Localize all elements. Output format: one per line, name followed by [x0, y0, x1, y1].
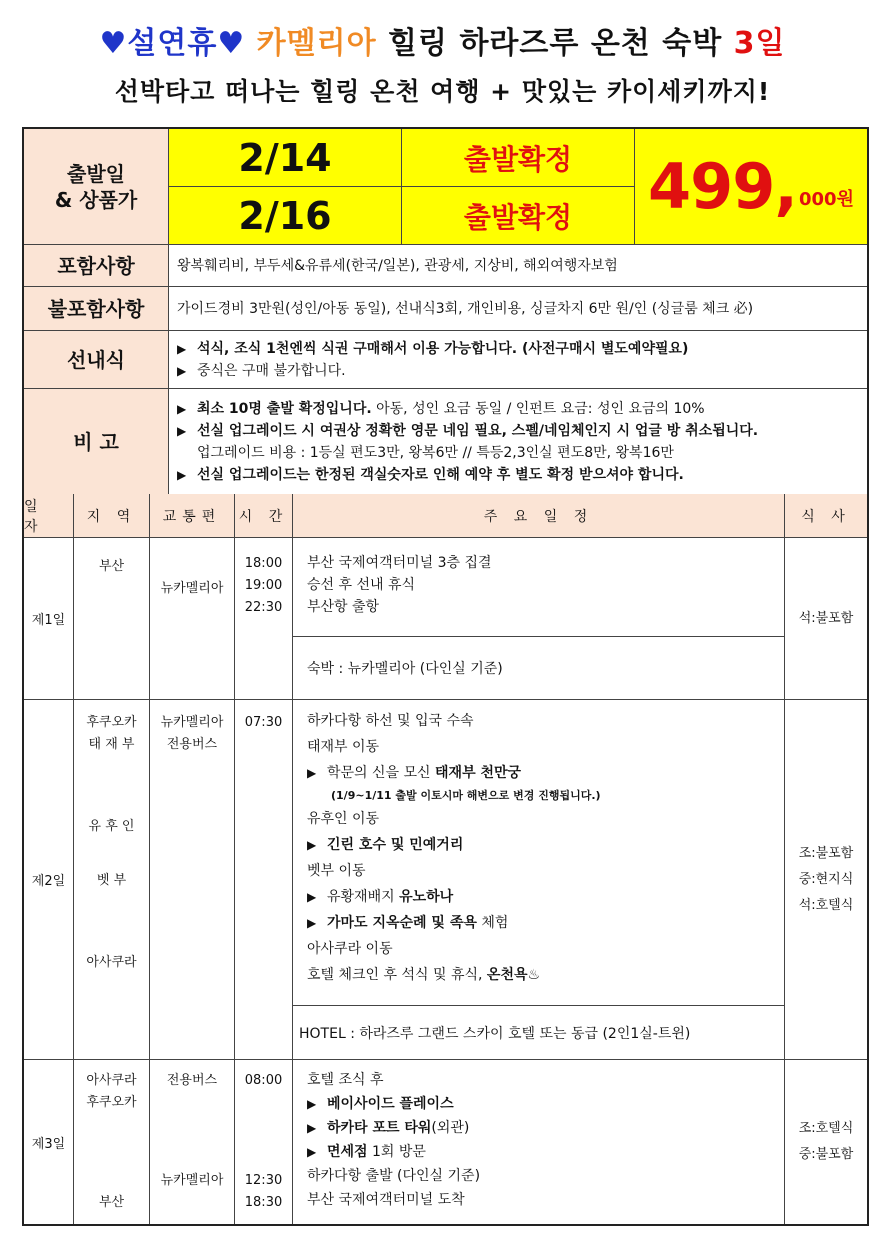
departure-date: 2/16 [238, 193, 332, 238]
info-table [22, 127, 869, 497]
transport: 뉴카멜리아 [160, 581, 224, 596]
meals [785, 538, 867, 699]
notes-text [169, 389, 867, 495]
header-cell: 시 간 [235, 494, 293, 537]
time: 07:30 [244, 715, 283, 730]
bullet-arrow-icon: ▶ [307, 838, 317, 852]
note-text: 선실 업그레이드는 한정된 객실숫자로 인해 예약 후 별도 확정 받으셔야 합니다. [197, 467, 684, 483]
note-text: 업그레이드 비용 : 1등실 편도3만, 왕복6만 // 특등2,3인실 편도8만, 왕복16만 [197, 445, 674, 461]
bullet-arrow-icon: ▶ [307, 1145, 317, 1159]
transport: 전용버스 [166, 1073, 218, 1088]
time: 12:30 [244, 1173, 283, 1188]
transport: 뉴카멜리아 [160, 1173, 224, 1188]
schedule-line: 호텔 체크인 후 석식 및 휴식, [307, 967, 487, 983]
meals [785, 1060, 867, 1224]
schedule-highlight: 유노하나 [399, 889, 454, 905]
schedule-line: 벳부 이동 [307, 863, 366, 879]
region: 부산 [98, 559, 125, 574]
bullet-arrow-icon: ▶ [177, 468, 187, 482]
schedule-line: 1회 방문 [367, 1144, 426, 1160]
schedule-line: 유후인 이동 [307, 811, 380, 827]
schedule-highlight: 베이사이드 플레이스 [327, 1096, 454, 1112]
schedule-highlight: 가마도 지옥순례 및 족욕 [327, 915, 477, 931]
header-cell: 교통편 [150, 494, 235, 537]
meal: 석:호텔식 [798, 897, 854, 913]
day-label: 제1일 [24, 538, 74, 699]
meal: 석:불포함 [798, 610, 854, 626]
region: 벳 부 [96, 873, 127, 888]
meal: 중:불포함 [798, 1147, 854, 1162]
title-main: 힐링 하라즈루 온천 숙박 [388, 26, 723, 61]
meals [785, 700, 867, 1059]
schedule-line: 유황재배지 [327, 889, 400, 905]
included-text: 왕복훼리비, 부두세&유류세(한국/일본), 관광세, 지상비, 해외여행자보험 [177, 257, 618, 274]
price-unit: 000원 [799, 188, 854, 210]
excluded-label: 불포함사항 [24, 287, 169, 330]
included-row [24, 244, 867, 286]
schedule-highlight: 긴린 호수 및 민예거리 [327, 837, 464, 853]
schedule-line: 학문의 신을 모신 [327, 765, 436, 781]
itinerary-header [24, 494, 867, 538]
region: 후쿠오카 [86, 715, 137, 730]
bullet-arrow-icon: ▶ [177, 341, 187, 356]
schedule-line: 태재부 이동 [307, 739, 380, 755]
schedule-line: 호텔 조식 후 [307, 1072, 384, 1088]
bullet-arrow-icon: ▶ [307, 1097, 317, 1111]
title-prefix: ♥설연휴♥ [99, 26, 246, 61]
schedule-line: 체험 [476, 915, 509, 931]
time: 18:30 [244, 1195, 283, 1210]
transport: 뉴카멜리아 [160, 715, 224, 730]
schedule-highlight: 면세점 [327, 1144, 368, 1160]
note-text: 아동, 성인 요금 동일 / 인펀트 요금: 성인 요금의 10% [371, 401, 705, 417]
included-label: 포함사항 [24, 245, 169, 286]
page-title [0, 18, 885, 62]
title-days: 3일 [733, 26, 786, 61]
note-text: 선실 업그레이드 시 여권상 정확한 영문 네임 필요, 스펠/네임체인지 시 업글 방 취소됩니다. [197, 423, 759, 439]
region: 아사쿠라 [86, 955, 137, 970]
departure-label: 출발일 & 상품가 [24, 129, 169, 244]
departure-grid [169, 129, 867, 244]
region: 부산 [98, 1195, 125, 1210]
day-label: 제3일 [24, 1060, 74, 1224]
header-cell: 지 역 [74, 494, 150, 537]
region: 태 재 부 [88, 737, 135, 752]
time: 08:00 [244, 1073, 283, 1088]
stay-info: 숙박 : 뉴카멜리아 (다인실 기준) [293, 636, 784, 699]
region: 아사쿠라 [86, 1073, 137, 1088]
excluded-text: 가이드경비 3만원(성인/아동 동일), 선내식3회, 개인비용, 싱글차지 6만 원/인 (싱글룸 체크 必) [177, 300, 754, 317]
ship-meal-row [24, 330, 867, 388]
schedule-line: (외관) [431, 1120, 470, 1136]
itinerary-day-3 [24, 1060, 867, 1224]
schedule-line: 부산 국제여객터미널 3층 집결 [307, 555, 492, 571]
departure-date: 2/14 [238, 135, 332, 180]
time: 22:30 [244, 600, 283, 615]
time: 18:00 [244, 556, 283, 571]
meal: 조:호텔식 [798, 1121, 854, 1136]
header-cell: 식 사 [801, 508, 851, 525]
schedule-line: 하카다항 하선 및 입국 수속 [307, 713, 474, 729]
meal: 중:현지식 [798, 871, 854, 887]
ship-meal-line: 석식, 조식 1천엔씩 식권 구매해서 이용 가능합니다. (사전구매시 별도예약필요) [197, 340, 689, 357]
bullet-arrow-icon: ▶ [177, 424, 187, 438]
region: 유 후 인 [88, 819, 135, 834]
region: 후쿠오카 [86, 1095, 137, 1110]
header-cell: 일 자 [24, 494, 74, 537]
schedule [293, 700, 785, 1059]
schedule [293, 538, 785, 699]
schedule-line: 부산 국제여객터미널 도착 [307, 1192, 465, 1208]
itinerary-day-1 [24, 538, 867, 700]
meal: 조:불포함 [798, 845, 854, 861]
excluded-row [24, 286, 867, 330]
notes-label: 비 고 [24, 389, 169, 495]
bullet-arrow-icon: ▶ [177, 402, 187, 416]
header-cell: 주 요 일 정 [293, 494, 785, 537]
time: 19:00 [244, 578, 283, 593]
itinerary-day-2 [24, 700, 867, 1060]
schedule-line: 승선 후 선내 휴식 [307, 577, 416, 593]
transport: 전용버스 [166, 737, 218, 752]
ship-meal-line: 중식은 구매 불가합니다. [197, 362, 346, 379]
schedule-line: 아사쿠라 이동 [307, 941, 393, 957]
bullet-arrow-icon: ▶ [307, 890, 317, 904]
schedule-highlight: 하카타 포트 타워 [327, 1120, 432, 1136]
price [635, 129, 867, 244]
bullet-arrow-icon: ▶ [307, 766, 317, 780]
title-brand: 카멜리아 [256, 26, 377, 61]
ship-meal-label: 선내식 [24, 331, 169, 388]
page-subtitle: 선박타고 떠나는 힐링 온천 여행 + 맛있는 카이세키까지! [114, 77, 771, 106]
schedule-highlight: 온천욕♨ [486, 967, 541, 983]
schedule-highlight: 태재부 천만궁 [435, 765, 522, 781]
schedule [293, 1060, 785, 1224]
schedule-line: 부산항 출항 [307, 599, 380, 615]
departure-statuses [402, 129, 635, 244]
departure-dates [169, 129, 402, 244]
departure-row [24, 129, 867, 244]
bullet-arrow-icon: ▶ [307, 1121, 317, 1135]
bullet-arrow-icon: ▶ [177, 363, 187, 378]
itinerary-table [22, 494, 869, 1226]
schedule-note: (1/9~1/11 출발 이토시마 해변으로 변경 진행됩니다.) [331, 789, 601, 802]
ship-meal-text [169, 331, 867, 388]
notes-row [24, 388, 867, 495]
note-text: 최소 10명 출발 확정입니다. [197, 401, 372, 417]
departure-status: 출발확정 [463, 200, 573, 234]
bullet-arrow-icon: ▶ [307, 916, 317, 930]
price-amount: 499, [648, 150, 797, 223]
hotel-info: HOTEL : 하라즈루 그랜드 스카이 호텔 또는 동급 (2인1실-트윈) [293, 1005, 784, 1059]
schedule-line: 하카다항 출발 (다인실 기준) [307, 1168, 481, 1184]
day-label: 제2일 [24, 700, 74, 1059]
departure-status: 출발확정 [463, 142, 573, 176]
